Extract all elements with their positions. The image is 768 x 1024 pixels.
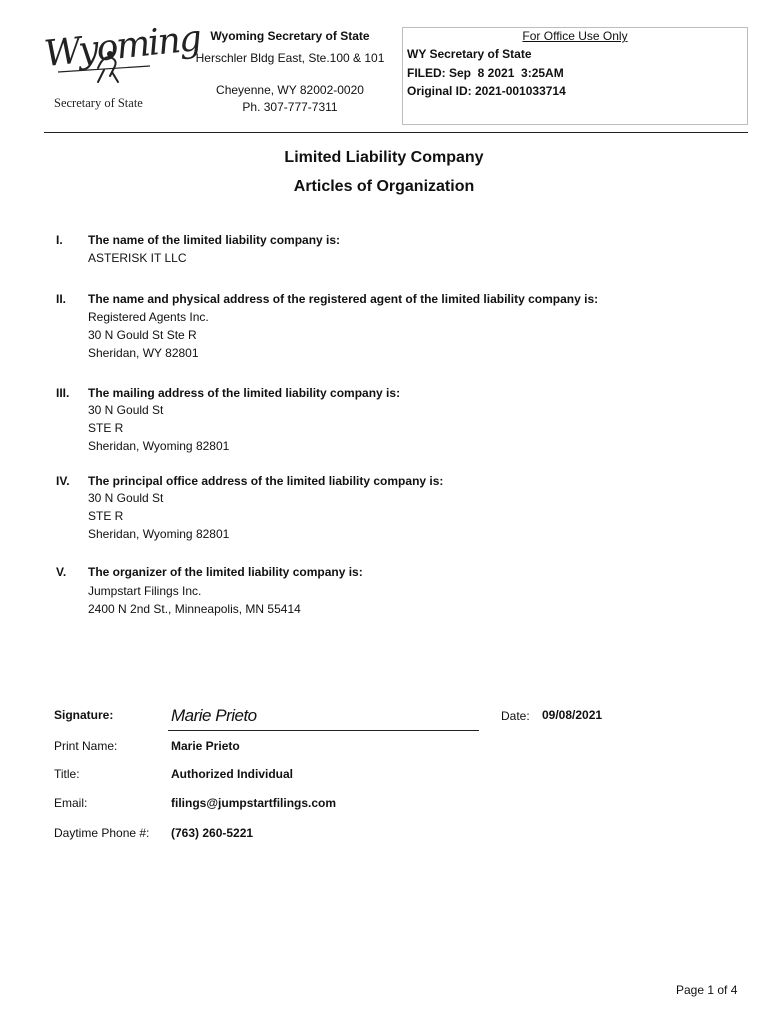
section-answer-line: 30 N Gould St <box>88 403 164 417</box>
email-label: Email: <box>54 796 88 810</box>
section-answer-line: Jumpstart Filings Inc. <box>88 584 202 598</box>
section-question: The name of the limited liability company is: <box>88 233 341 247</box>
header-title: Wyoming Secretary of State <box>210 29 370 43</box>
logo-subtitle: Secretary of State <box>54 96 143 110</box>
section-answer-line: Sheridan, Wyoming 82801 <box>88 439 230 453</box>
office-use-box <box>402 27 748 125</box>
title-value: Authorized Individual <box>171 767 293 781</box>
office-use-filed-date: FILED: Sep 8 2021 3:25AM <box>407 66 564 80</box>
print-name-value: Marie Prieto <box>171 739 240 753</box>
office-use-original-id: Original ID: 2021-001033714 <box>407 84 566 98</box>
office-use-line1: WY Secretary of State <box>407 47 532 61</box>
office-use-title: For Office Use Only <box>522 29 628 43</box>
section-answer-line: 30 N Gould St <box>88 491 164 505</box>
email-value: filings@jumpstartfilings.com <box>171 796 337 810</box>
section-numeral: IV. <box>56 474 70 488</box>
print-name-label: Print Name: <box>54 739 118 753</box>
date-value: 09/08/2021 <box>542 708 603 722</box>
phone-value: (763) 260-5221 <box>171 826 254 840</box>
page-number: Page 1 of 4 <box>676 983 738 997</box>
section-numeral: I. <box>56 233 63 247</box>
date-label: Date: <box>501 709 530 723</box>
section-numeral: V. <box>56 565 67 579</box>
section-answer-line: Sheridan, WY 82801 <box>88 346 199 360</box>
wyoming-sos-logo <box>38 17 202 116</box>
header-address-line1: Herschler Bldg East, Ste.100 & 101 <box>195 51 385 65</box>
section-answer-line: 30 N Gould St Ste R <box>88 328 197 342</box>
section-answer-line: ASTERISK IT LLC <box>88 251 187 265</box>
section-answer-line: 2400 N 2nd St., Minneapolis, MN 55414 <box>88 602 301 616</box>
header-divider <box>44 132 748 133</box>
section-question: The organizer of the limited liability company is: <box>88 565 363 579</box>
phone-label: Daytime Phone #: <box>54 826 150 840</box>
section-numeral: III. <box>56 386 70 400</box>
signature-value: Marie Prieto <box>171 706 257 725</box>
logo-wordmark: Wyoming <box>42 17 202 76</box>
section-question: The mailing address of the limited liability company is: <box>88 386 401 400</box>
section-answer-line: STE R <box>88 421 124 435</box>
document-title-line1: Limited Liability Company <box>284 149 484 166</box>
section-answer-line: Registered Agents Inc. <box>88 310 209 324</box>
section-numeral: II. <box>56 292 67 306</box>
section-answer-line: Sheridan, Wyoming 82801 <box>88 527 230 541</box>
document-title-line2: Articles of Organization <box>293 178 475 195</box>
header-address-line2: Cheyenne, WY 82002-0020 <box>216 83 364 97</box>
section-answer-line: STE R <box>88 509 124 523</box>
title-label: Title: <box>54 767 80 781</box>
signature-label: Signature: <box>54 708 114 722</box>
section-question: The name and physical address of the registered agent of the limited liability company is: <box>88 292 599 306</box>
header-phone: Ph. 307-777-7311 <box>242 100 338 114</box>
signature-line <box>168 730 479 731</box>
section-question: The principal office address of the limited liability company is: <box>88 474 444 488</box>
